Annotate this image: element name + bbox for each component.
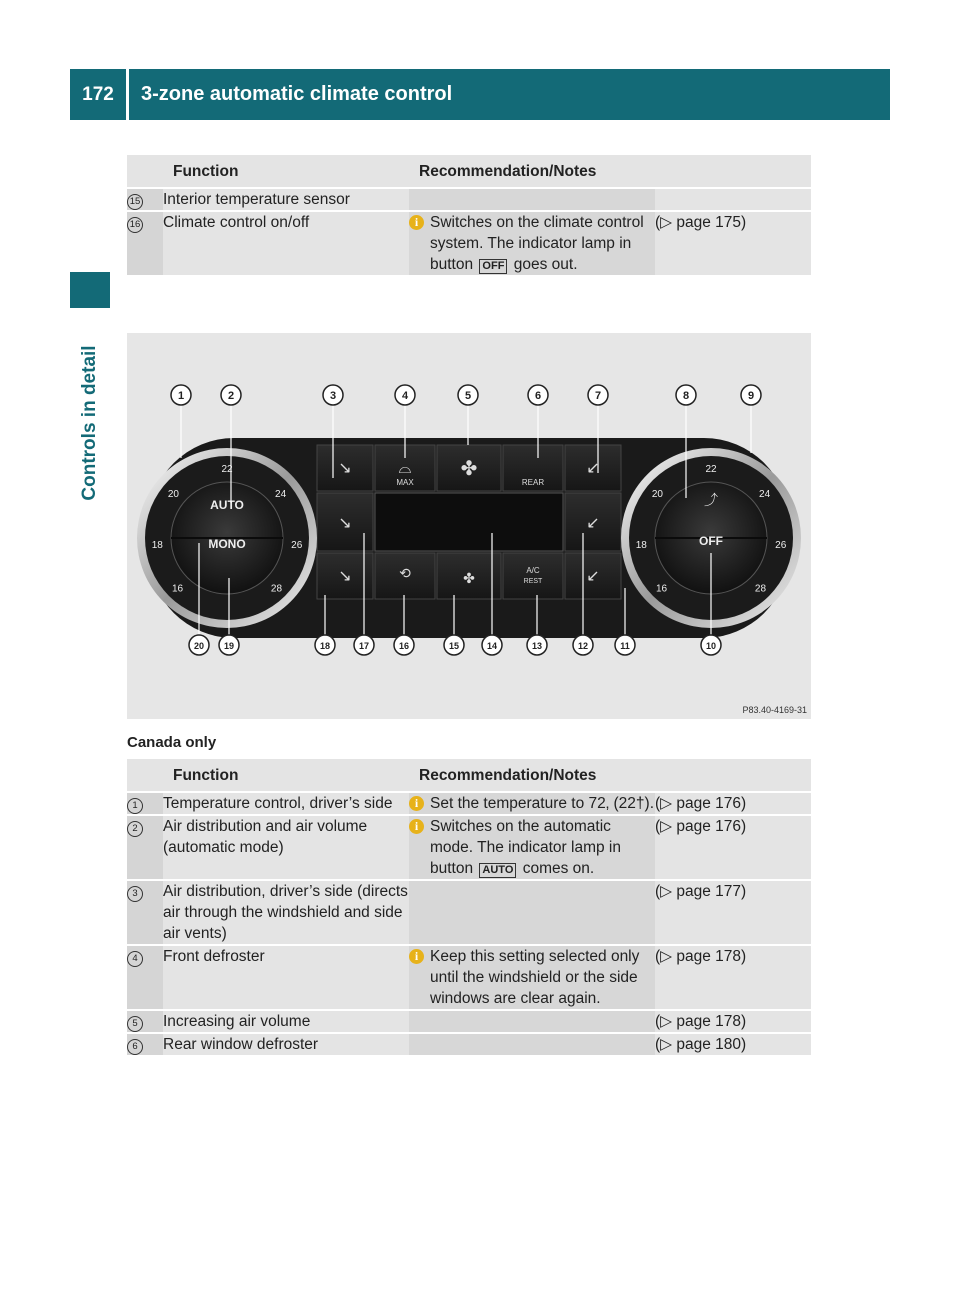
- temperature-tick-label: 28: [754, 583, 767, 595]
- callout-number: 1: [127, 798, 143, 814]
- air-distribution-icon: ↙: [586, 458, 600, 477]
- callout-number: 15: [127, 194, 143, 210]
- callout-label: 2: [227, 390, 235, 402]
- off-button-icon: OFF: [479, 259, 507, 274]
- callout-number: 6: [127, 1039, 143, 1055]
- air-distribution-icon: ↘: [338, 566, 352, 585]
- column-header-function: Function: [163, 155, 409, 187]
- callout-label: 4: [401, 390, 409, 402]
- page-ref-cell: (▷ page 176): [655, 816, 811, 879]
- function-cell: Temperature control, driver’s side: [163, 793, 409, 814]
- callout-label: 6: [534, 390, 542, 402]
- callout-label: 16: [398, 641, 410, 651]
- notes-cell: [409, 1011, 655, 1032]
- air-distribution-icon: ↙: [586, 513, 600, 532]
- callout-label: 15: [448, 641, 460, 651]
- air-distribution-icon: ↙: [586, 566, 600, 585]
- callout-label: 14: [486, 641, 498, 651]
- temperature-tick-label: 24: [275, 489, 287, 501]
- table-row: [127, 793, 811, 814]
- climate-control-panel-photo: [127, 333, 811, 719]
- column-header-notes: Recommendation/Notes: [409, 155, 655, 187]
- info-icon: i: [409, 819, 424, 834]
- function-table-2: [127, 757, 811, 1057]
- recirculation-icon: ⟲: [399, 566, 411, 582]
- header-divider: [126, 69, 129, 120]
- mono-label: MONO: [208, 537, 246, 551]
- callout-number: 5: [127, 1016, 143, 1032]
- callout-label: 19: [223, 641, 235, 651]
- control-panel-illustration: [127, 333, 811, 719]
- page-ref-cell: (▷ page 178): [655, 1011, 811, 1032]
- callout-label: 18: [319, 641, 331, 651]
- temperature-tick-label: 20: [651, 489, 663, 501]
- auto-button-icon: AUTO: [479, 863, 516, 878]
- column-header-notes: Recommendation/Notes: [409, 759, 655, 791]
- temperature-tick-label: 18: [635, 540, 647, 552]
- callout-label: 20: [193, 641, 205, 651]
- callout-number: 4: [127, 951, 143, 967]
- temperature-tick-label: 18: [151, 540, 163, 552]
- fan-icon: ✤: [460, 456, 478, 480]
- callout-number: 16: [127, 217, 143, 233]
- function-cell: Rear window defroster: [163, 1034, 409, 1055]
- temperature-tick-label: 16: [655, 583, 668, 595]
- callout-label: 11: [620, 641, 630, 651]
- air-distribution-icon: ↘: [338, 513, 352, 532]
- function-cell: Air distribution, driver’s side (directs air through the windshield and side air vents): [163, 883, 408, 942]
- table-row: [127, 212, 811, 275]
- rear-label: REAR: [521, 478, 545, 487]
- temperature-tick-label: 22: [705, 464, 717, 475]
- callout-label: 1: [177, 390, 185, 402]
- table-row: [127, 816, 811, 879]
- page-ref-cell: [655, 189, 811, 210]
- callout-label: 7: [594, 390, 602, 402]
- air-distribution-icon: ⤴: [704, 493, 718, 509]
- page-ref-cell: (▷ page 176): [655, 793, 811, 814]
- off-label: OFF: [699, 534, 723, 548]
- table-row: [127, 946, 811, 1009]
- function-cell: Interior temperature sensor: [163, 189, 409, 210]
- table-row: [127, 189, 811, 210]
- column-header-function: Function: [163, 759, 409, 791]
- callout-label: 5: [464, 390, 472, 402]
- air-distribution-icon: ↘: [338, 458, 352, 477]
- temperature-tick-label: 28: [270, 583, 283, 595]
- callout-label: 9: [747, 390, 755, 402]
- temperature-tick-label: 20: [167, 489, 179, 501]
- table-row: [127, 881, 811, 944]
- figure-code: P83.40-4169-31: [742, 705, 807, 715]
- function-cell: Air distribution and air volume (automatic mode): [163, 816, 409, 879]
- fan-small-icon: ✤: [463, 571, 475, 587]
- rest-label: REST: [523, 578, 543, 585]
- notes-cell: [409, 1034, 655, 1055]
- notes-cell: i Keep this setting selected only until the windshield or the side windows are clear again.: [409, 946, 655, 1009]
- auto-label: AUTO: [210, 498, 244, 512]
- callout-label: 3: [329, 390, 337, 402]
- callout-label: 13: [531, 641, 543, 651]
- table-header-row: [127, 759, 811, 791]
- notes-cell: [409, 189, 655, 210]
- notes-cell: i Switches on the climate control system. The indicator lamp in button OFF goes out.: [409, 212, 655, 275]
- page-ref-cell: (▷ page 180): [655, 1034, 811, 1055]
- notes-cell: i Switches on the automatic mode. The indicator lamp in button AUTO comes on.: [409, 816, 655, 879]
- ac-label: A/C: [526, 566, 540, 575]
- callout-label: 12: [577, 641, 589, 651]
- info-icon: i: [409, 215, 424, 230]
- section-tab-marker: [70, 272, 110, 308]
- max-label: MAX: [396, 478, 414, 487]
- function-cell: Climate control on/off: [163, 212, 409, 275]
- callout-label: 8: [682, 390, 690, 402]
- page-title: 3-zone automatic climate control: [141, 83, 453, 105]
- callout-number: 3: [127, 886, 143, 902]
- temperature-tick-label: 24: [759, 489, 771, 501]
- function-cell: Increasing air volume: [163, 1011, 409, 1032]
- callout-number: 2: [127, 821, 143, 837]
- table-row: [127, 1011, 811, 1032]
- temperature-tick-label: 26: [775, 540, 787, 552]
- temperature-tick-label: 22: [221, 464, 233, 475]
- temperature-tick-label: 16: [171, 583, 184, 595]
- callout-label: 17: [358, 641, 370, 651]
- page-number: 172: [82, 83, 114, 105]
- defroster-icon: ⌓: [398, 458, 412, 477]
- table-header-row: [127, 155, 811, 187]
- page-ref-cell: (▷ page 177): [655, 881, 811, 944]
- function-cell: Front defroster: [163, 946, 409, 1009]
- page-ref-cell: (▷ page 178): [655, 946, 811, 1009]
- info-icon: i: [409, 796, 424, 811]
- page-ref-cell: (▷ page 175): [655, 212, 811, 275]
- figure-caption: Canada only: [127, 734, 217, 751]
- notes-cell: [409, 881, 655, 944]
- callout-label: 10: [705, 641, 717, 651]
- info-icon: i: [409, 949, 424, 964]
- notes-cell: i Set the temperature to 72‚ (22†).: [409, 793, 655, 814]
- function-table-1: [127, 153, 811, 277]
- table-row: [127, 1034, 811, 1055]
- temperature-tick-label: 26: [291, 540, 303, 552]
- section-tab-label: Controls in detail: [79, 345, 100, 501]
